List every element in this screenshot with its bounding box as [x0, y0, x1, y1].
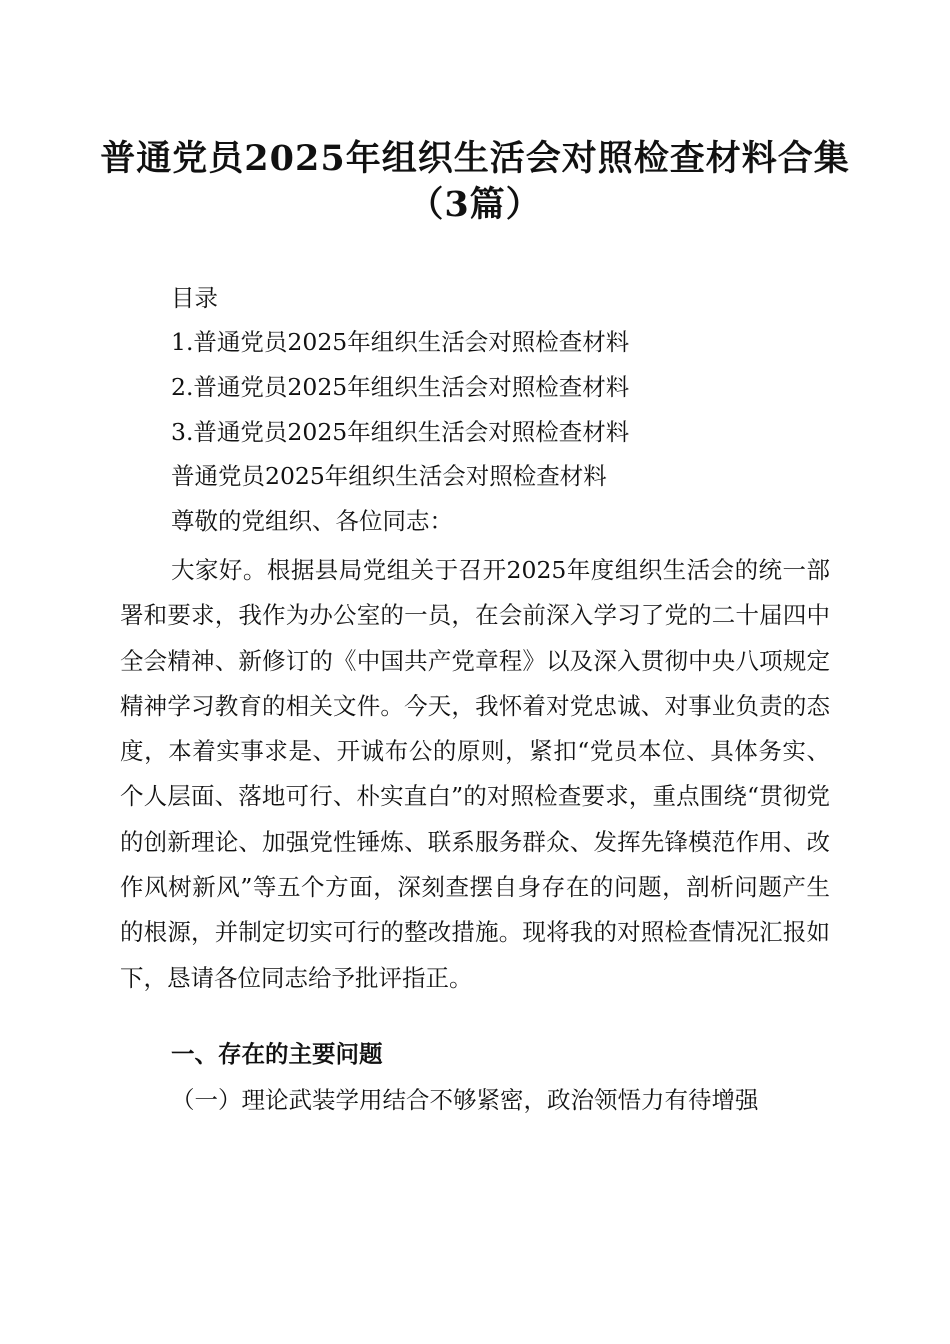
subsection-heading: （一）理论武装学用结合不够紧密，政治领悟力有待增强: [171, 1086, 759, 1114]
toc-item-3: 3.普通党员2025年组织生活会对照检查材料: [171, 418, 630, 446]
toc-label: 目录: [171, 284, 218, 312]
section-heading: 一、存在的主要问题: [171, 1040, 383, 1068]
article-title: 普通党员2025年组织生活会对照检查材料: [171, 462, 607, 490]
toc-item-2: 2.普通党员2025年组织生活会对照检查材料: [171, 373, 630, 401]
salutation: 尊敬的党组织、各位同志：: [171, 507, 453, 535]
intro-paragraph: 大家好。根据县局党组关于召开2025年度组织生活会的统一部署和要求，我作为办公室的一员，在会前深入学习了党的二十届四中全会精神、新修订的《中国共产党章程》以及深入贯彻中央八项规定精神学习教育的相关文件。今天，我怀着对党忠诚、对事业负责的态度，本着实事求是、开诚布公的原则，紧扣“党员本位、具体务实、个人层面、落地可行、朴实直白”的对照检查要求，重点围绕“贯彻党的创新理论、加强党性锤炼、联系服务群众、发挥先锋模范作用、改作风树新风”等五个方面，深刻查摆自身存在的问题，剖析问题产生的根源，并制定切实可行的整改措施。现将我的对照检查情况汇报如下，恳请各位同志给予批评指正。: [120, 556, 830, 992]
toc-item-1: 1.普通党员2025年组织生活会对照检查材料: [171, 328, 630, 356]
document-title: 普通党员2025年组织生活会对照检查材料合集（3篇）: [100, 138, 850, 225]
